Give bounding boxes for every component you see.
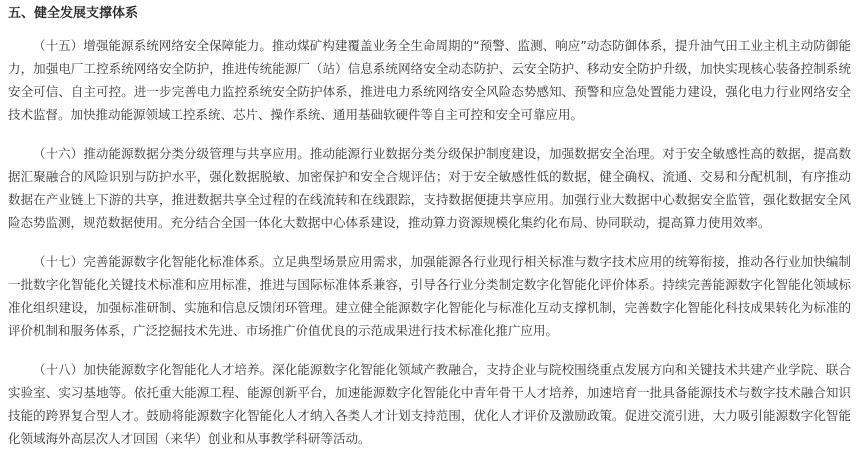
paragraph-17: （十七）完善能源数字化智能化标准体系。立足典型场景应用需求，加强能源各行业现行相关标准与数字技术应用的统筹衔接，推动各行业加快编制一批数字化智能化关键技术标准和应用标准，推进与国际标准体系兼容，引导各行业分类制定数字化智能化评价体系。持续完善能源数字化智能化领域标准化组织建设，加强标准研制、实施和信息反馈闭环管理。建立健全能源数字化智能化与标准化互动支撑机制，完善数字化智能化科技成果转化为标准的评价机制和服务体系，广泛挖掘技术先进、市场推广价值优良的示范成果进行技术标准化推广应用。 bbox=[8, 254, 851, 338]
paragraph-16: （十六）推动能源数据分类分级管理与共享应用。推动能源行业数据分类分级保护制度建设，加强数据安全治理。对于安全敏感性高的数据，提高数据汇聚融合的风险识别与防护水平，强化数据脱敏、加密保护和安全合规评估；对于安全敏感性低的数据，健全确权、流通、交易和分配机制，有序推动数据在产业链上下游的共享，推进数据共享全过程的在线流转和在线跟踪，支持数据便捷共享应用。加强行业大数据中心数据安全监管，强化数据安全风险态势监测，规范数据使用。充分结合全国一体化大数据中心体系建设，推动算力资源规模化集约化布局、协同联动，提高算力使用效率。 bbox=[8, 146, 851, 230]
section-heading: 五、健全发展支撑体系 bbox=[8, 6, 139, 21]
paragraph-18: （十八）加快能源数字化智能化人才培养。深化能源数字化智能化领域产教融合，支持企业与院校围绕重点发展方向和关键技术共建产业学院、联合实验室、实习基地等。依托重大能源工程、能源创新平台，加速能源数字化智能化中青年骨干人才培养，加速培育一批具备能源技术与数字技术融合知识技能的跨界复合型人才。鼓励将能源数字化智能化人才纳入各类人才计划支持范围，优化人才评价及激励政策。促进交流引进，大力吸引能源数字化智能化领域海外高层次人才回国（来华）创业和从事教学科研等活动。 bbox=[8, 362, 851, 446]
paragraph-15: （十五）增强能源系统网络安全保障能力。推动煤矿构建覆盖业务全生命周期的“预警、监测、响应”动态防御体系，提升油气田工业主机主动防御能力，加强电厂工控系统网络安全防护，推进传统能源厂（站）信息系统网络安全动态防护、云安全防护、移动安全防护升级，加快实现核心装备控制系统安全可信、自主可控。进一步完善电力监控系统安全防护体系，推进电力系统网络安全风险态势感知、预警和应急处置能力建设，强化电力行业网络安全技术监督。加快推动能源领域工控系统、芯片、操作系统、通用基础软硬件等自主可控和安全可靠应用。 bbox=[8, 38, 851, 122]
